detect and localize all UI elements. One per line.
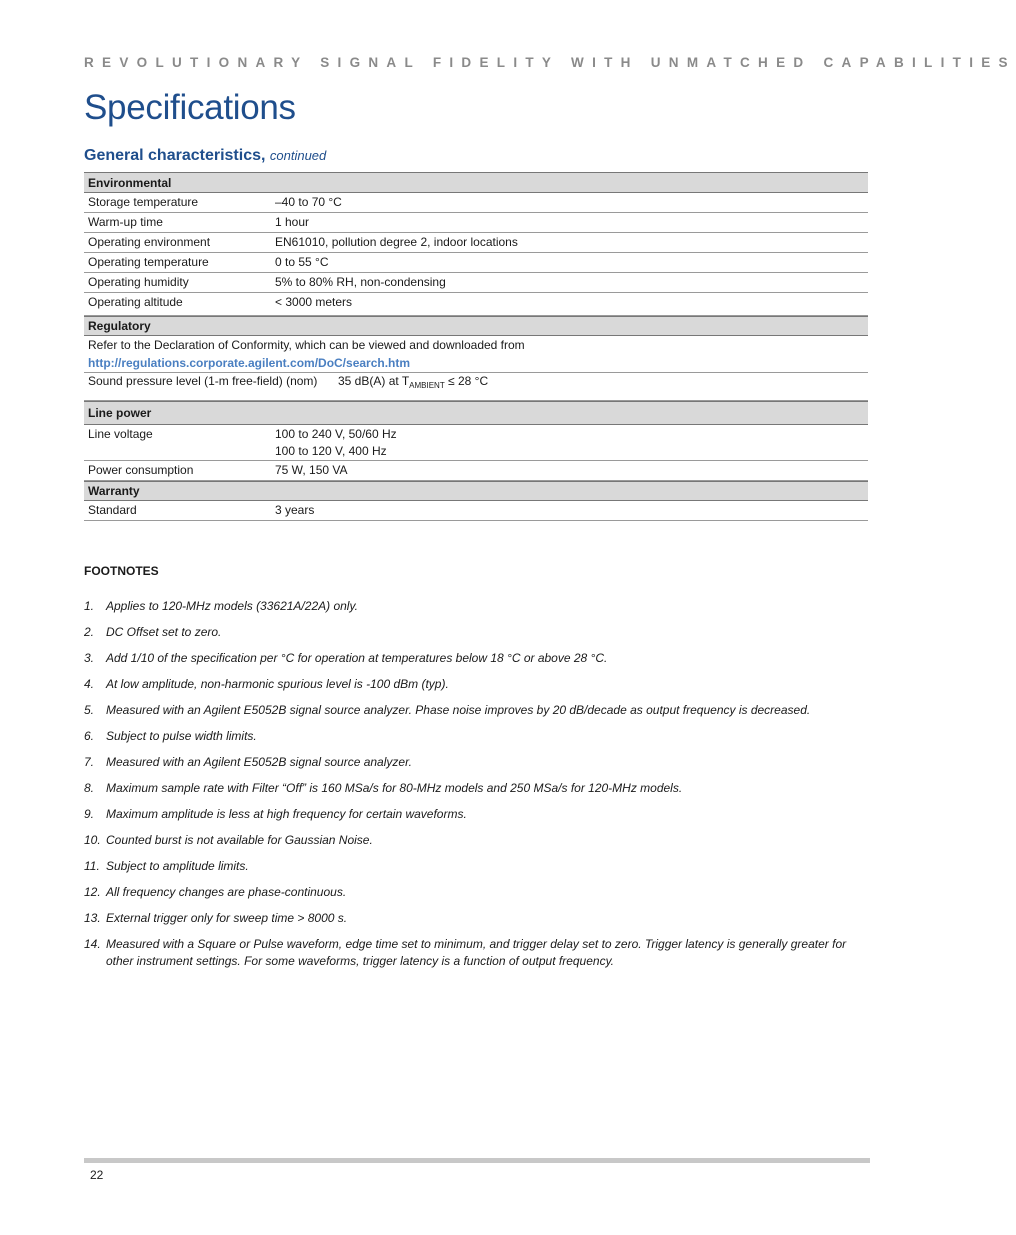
group-header-regulatory <box>84 316 868 336</box>
row-value: 100 to 240 V, 50/60 Hz <box>275 427 397 441</box>
footnote-text: Measured with an Agilent E5052B signal source analyzer. <box>106 755 412 769</box>
footnote-number: 4. <box>84 677 95 691</box>
group-label: Warranty <box>88 484 140 498</box>
row-label: Operating environment <box>88 235 211 249</box>
regulatory-link[interactable]: http://regulations.corporate.agilent.com/DoC/search.htm <box>88 356 411 370</box>
footnote-number: 13. <box>84 911 101 925</box>
group-label: Regulatory <box>88 319 151 333</box>
row-value: 100 to 120 V, 400 Hz <box>275 444 387 458</box>
row-label: Standard <box>88 503 137 517</box>
footnote-text: Maximum amplitude is less at high frequency for certain waveforms. <box>106 807 467 821</box>
regulatory-reference-row <box>84 336 868 373</box>
row-label: Operating altitude <box>88 295 183 309</box>
table-row <box>84 293 868 316</box>
footnote-text: Measured with an Agilent E5052B signal source analyzer. Phase noise improves by 20 dB/decade as output frequency is decreased. <box>106 703 811 717</box>
group-header-line-power <box>84 401 868 425</box>
table-row <box>84 253 868 273</box>
sound-pressure-row <box>84 373 868 401</box>
row-value: –40 to 70 °C <box>275 195 342 209</box>
footnote-text: Measured with a Square or Pulse waveform, edge time set to minimum, and trigger delay set to zero. Trigger latency is generally greater for other instrument settings. For some waveforms, trigger latency is a function of output frequency. <box>106 937 847 968</box>
footnote-text: All frequency changes are phase-continuous. <box>106 885 347 899</box>
footnote-text: External trigger only for sweep time > 8000 s. <box>106 911 348 925</box>
table-row <box>84 233 868 253</box>
row-label: Line voltage <box>88 427 153 441</box>
section-heading-text: General characteristics, <box>84 147 266 164</box>
table-row <box>84 193 868 213</box>
row-label: Operating humidity <box>88 275 189 289</box>
row-value: 75 W, 150 VA <box>275 463 348 477</box>
footnote-number: 11. <box>84 859 100 873</box>
footnote-text: Applies to 120-MHz models (33621A/22A) only. <box>106 599 358 613</box>
footnote-number: 12. <box>84 885 101 899</box>
sound-value-suffix: ≤ 28 °C <box>444 374 489 388</box>
section-heading-continued: continued <box>269 148 327 163</box>
footnote-number: 6. <box>84 729 95 743</box>
section-heading <box>84 147 326 165</box>
row-value: EN61010, pollution degree 2, indoor locations <box>275 235 518 249</box>
footnote-number: 3. <box>84 651 95 665</box>
footnote-number: 1. <box>84 599 95 613</box>
group-header-warranty <box>84 481 868 501</box>
page-banner: REVOLUTIONARY SIGNAL FIDELITY WITH UNMATCHED CAPABILITIES <box>84 55 1016 70</box>
page-number: 22 <box>90 1168 104 1182</box>
footnote-number: 5. <box>84 703 95 717</box>
footnotes-heading: FOOTNOTES <box>84 564 159 578</box>
footnote-number: 9. <box>84 807 95 821</box>
row-label: Power consumption <box>88 463 194 477</box>
footnote-number: 10. <box>84 833 101 847</box>
row-label: Operating temperature <box>88 255 209 269</box>
footnote-number: 14. <box>84 937 101 951</box>
group-header-environmental <box>84 172 868 193</box>
footnote-number: 2. <box>84 625 95 639</box>
footnote-text: Subject to pulse width limits. <box>106 729 257 743</box>
footnote-text: Counted burst is not available for Gaussian Noise. <box>106 833 373 847</box>
row-value: 3 years <box>275 503 315 517</box>
row-value: < 3000 meters <box>275 295 353 309</box>
footnote-text: Maximum sample rate with Filter “Off” is 160 MSa/s for 80-MHz models and 250 MSa/s for 120-MHz models. <box>106 781 683 795</box>
sound-value-subscript: AMBIENT <box>409 381 445 390</box>
group-label: Line power <box>88 406 152 420</box>
row-value: 1 hour <box>275 215 310 229</box>
table-row <box>84 461 868 481</box>
footnote-text: At low amplitude, non-harmonic spurious level is -100 dBm (typ). <box>106 677 449 691</box>
footnote-text: Subject to amplitude limits. <box>106 859 249 873</box>
footer-rule <box>84 1158 870 1163</box>
footnote-text: Add 1/10 of the specification per °C for operation at temperatures below 18 °C or above 28 °C. <box>106 651 608 665</box>
sound-value-prefix: 35 dB(A) at T <box>338 374 410 388</box>
footnote-number: 8. <box>84 781 95 795</box>
row-value <box>338 373 488 394</box>
row-label: Storage temperature <box>88 195 199 209</box>
spec-table <box>84 172 868 521</box>
regulatory-text: Refer to the Declaration of Conformity, which can be viewed and downloaded from <box>88 338 525 352</box>
table-row <box>84 213 868 233</box>
line-voltage-row <box>84 425 868 461</box>
row-label: Warm-up time <box>88 215 163 229</box>
row-value: 0 to 55 °C <box>275 255 329 269</box>
footnote-number: 7. <box>84 755 95 769</box>
page-title: Specifications <box>84 88 296 127</box>
row-value: 5% to 80% RH, non-condensing <box>275 275 446 289</box>
table-row <box>84 273 868 293</box>
table-row <box>84 501 868 521</box>
row-label: Sound pressure level (1-m free-field) (nom) <box>88 374 318 388</box>
group-label: Environmental <box>88 176 172 190</box>
footnote-text: DC Offset set to zero. <box>106 625 222 639</box>
